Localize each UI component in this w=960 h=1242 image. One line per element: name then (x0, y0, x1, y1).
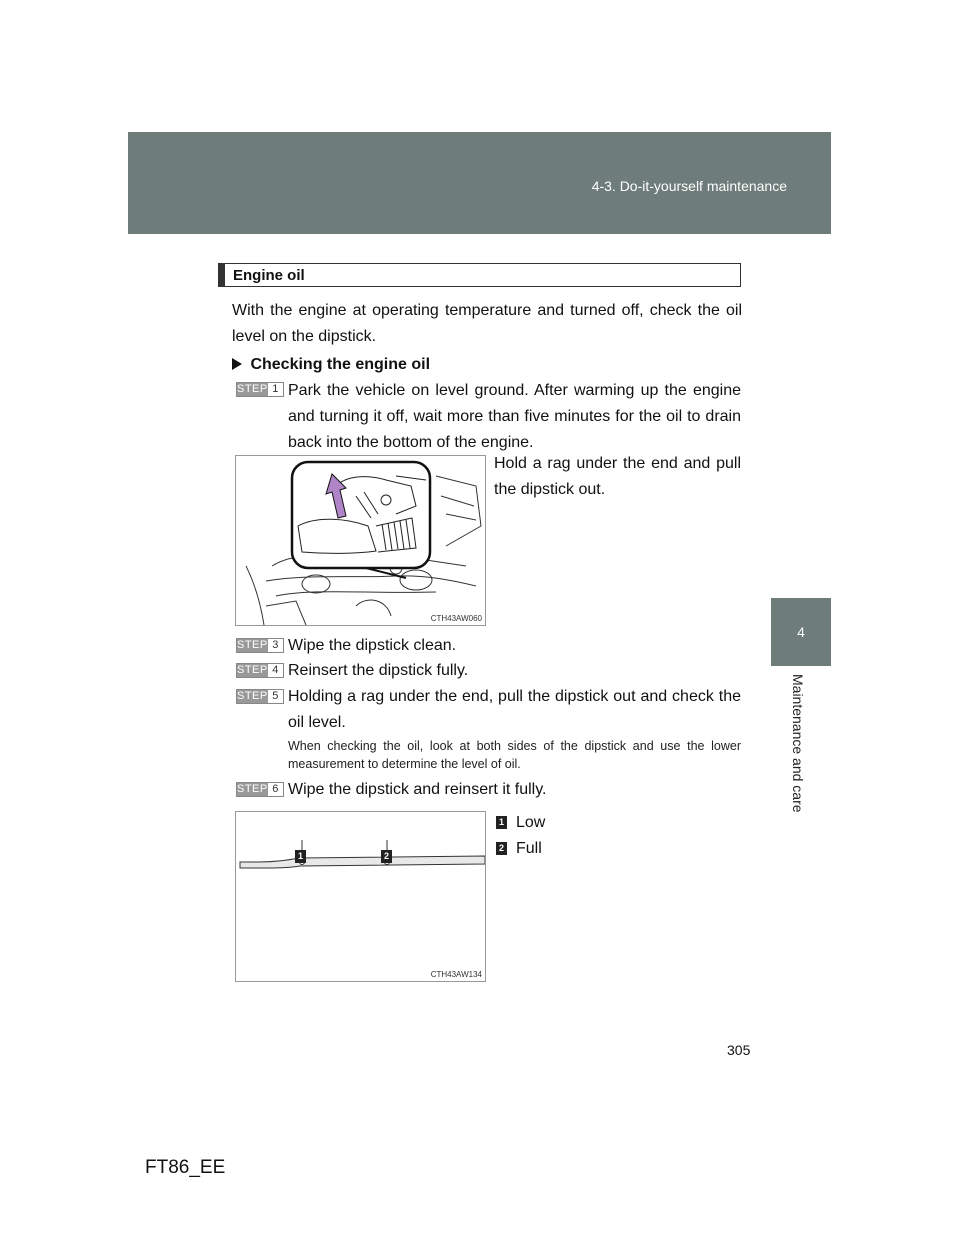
section-title: 4-3. Do-it-yourself maintenance (591, 178, 787, 194)
step-label: STEP (237, 664, 268, 676)
step-number: 5 (268, 690, 283, 703)
topic-heading: Engine oil (233, 267, 305, 284)
chapter-label-text: Maintenance and care (790, 674, 806, 813)
topic-heading-bar (219, 264, 225, 286)
step-text-1: Park the vehicle on level ground. After warming up the engine and turning it off, wait more than five minutes for the oil to drain back into the bottom of the engine. (288, 382, 741, 451)
figure-code: CTH43AW134 (430, 970, 482, 979)
step-label: STEP (237, 639, 268, 651)
dipstick-illustration (236, 812, 485, 981)
low-marker-icon: 1 (295, 850, 306, 863)
step-text-3: Wipe the dipstick clean. (288, 637, 457, 654)
subheading-text: Checking the engine oil (250, 356, 431, 373)
legend-item-low (496, 810, 696, 836)
step-badge-6 (236, 782, 284, 797)
chapter-tab: 4 (771, 598, 831, 666)
legend-label: Low (516, 814, 546, 831)
step-number: 1 (268, 383, 283, 396)
step-text-2: Hold a rag under the end and pull the dipstick out. (494, 455, 741, 498)
step-badge-4 (236, 663, 284, 678)
step-number: 3 (268, 639, 283, 652)
step-label: STEP (237, 690, 268, 702)
dipstick-figure (235, 811, 486, 982)
header-band (128, 132, 831, 234)
chapter-label (788, 674, 812, 834)
engine-illustration (236, 456, 485, 625)
page-number: 305 (727, 1042, 751, 1058)
step-badge-3 (236, 638, 284, 653)
legend-marker-icon: 1 (496, 816, 507, 829)
legend-marker-icon: 2 (496, 842, 507, 855)
triangle-bullet-icon (232, 358, 242, 370)
subheading (232, 356, 430, 374)
step-label: STEP (237, 383, 268, 395)
note-text: When checking the oil, look at both sides of the dipstick and use the lower measurement to determine the level of oil. (288, 739, 741, 771)
step-text-6: Wipe the dipstick and reinsert it fully. (288, 781, 547, 798)
footer-code: FT86_EE (145, 1157, 226, 1178)
legend-label: Full (516, 840, 542, 857)
step-text-5: Holding a rag under the end, pull the dipstick out and check the oil level. (288, 688, 741, 731)
topic-heading-box (218, 263, 741, 287)
step-text-4: Reinsert the dipstick fully. (288, 662, 469, 679)
intro-paragraph: With the engine at operating temperature and turned off, check the oil level on the dipstick. (232, 302, 742, 345)
step-number: 4 (268, 664, 283, 677)
legend (496, 810, 696, 862)
step-badge-5 (236, 689, 284, 704)
engine-figure (235, 455, 486, 626)
figure-code: CTH43AW060 (430, 614, 482, 623)
legend-item-full (496, 836, 696, 862)
step-badge-1 (236, 382, 284, 397)
step-number: 6 (268, 783, 283, 796)
full-marker-icon: 2 (381, 850, 392, 863)
step-label: STEP (237, 783, 268, 795)
